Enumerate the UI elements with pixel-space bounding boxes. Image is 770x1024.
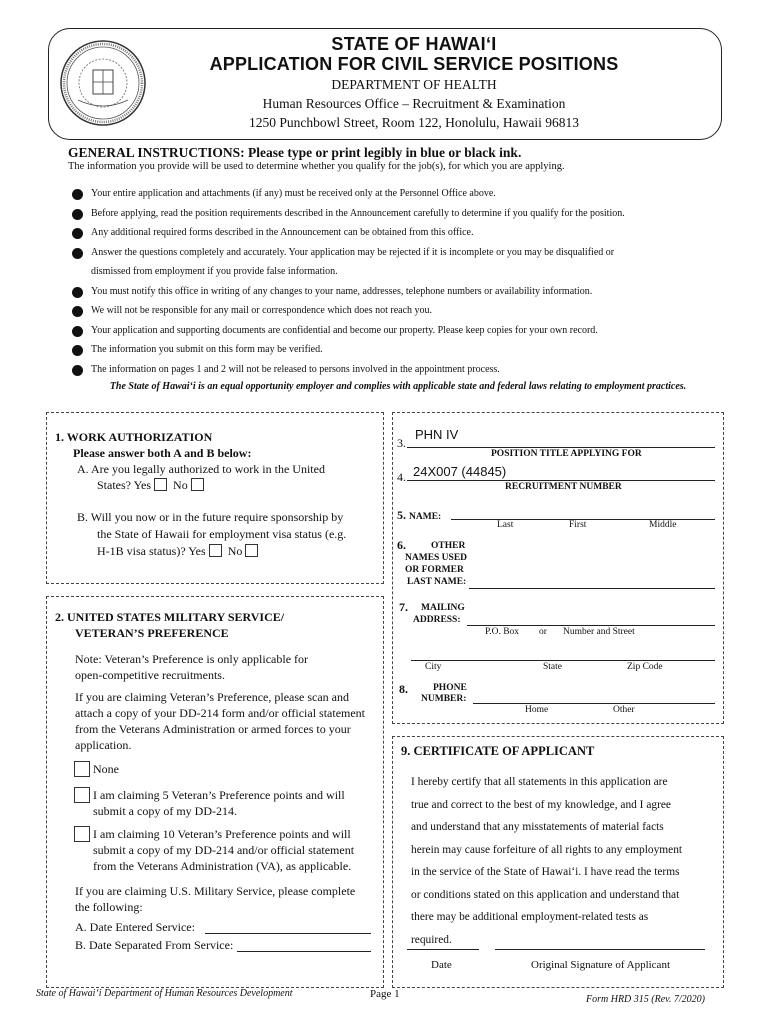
certificate-heading: 9. CERTIFICATE OF APPLICANT bbox=[401, 744, 595, 758]
phone-label: PHONE bbox=[433, 683, 467, 693]
name-first-caption: First bbox=[569, 520, 587, 530]
question-b-text: B. Will you now or in the future require sponsorship by bbox=[77, 510, 344, 524]
recruitment-number-caption: RECRUITMENT NUMBER bbox=[505, 482, 622, 492]
form-title: APPLICATION FOR CIVIL SERVICE POSITIONS bbox=[209, 54, 619, 74]
date-separated-field[interactable] bbox=[237, 951, 371, 952]
signature-caption: Original Signature of Applicant bbox=[531, 959, 670, 971]
field-4-number: 4. bbox=[397, 470, 406, 484]
list-item: You must notify this office in writing of any changes to your name, addresses, telephone numbers or availability information. bbox=[72, 282, 732, 302]
name-label: 5. NAME: bbox=[397, 508, 442, 522]
state-seal-icon bbox=[58, 38, 148, 128]
list-item: The information you submit on this form may be verified. bbox=[72, 340, 732, 360]
phone-home-caption: Home bbox=[525, 705, 549, 715]
pobox-caption: P.O. Box bbox=[485, 627, 520, 637]
city-caption: City bbox=[425, 662, 442, 672]
phone-field[interactable] bbox=[473, 703, 715, 704]
list-item: Your entire application and attachments (if any) must be received only at the Personnel Office above. bbox=[72, 184, 732, 204]
bullet-icon bbox=[72, 228, 83, 239]
military-note: Note: Veteran’s Preference is only applicable for bbox=[75, 652, 309, 666]
mailing-address-label: MAILING bbox=[421, 603, 465, 613]
bullet-icon bbox=[72, 248, 83, 259]
other-names-label-4: LAST NAME: bbox=[407, 577, 467, 587]
certificate-text: I hereby certify that all statements in this application are true and correct to the best of my knowledge, and I agree and understand that any misstatements of material facts herein may cause forfeiture of all rights to any employment in the service of the State of Hawaiʻi. I have read the terms or conditions stated on this application and understand that there may be additional employment-related tests as required. bbox=[411, 776, 683, 946]
service-instruction: If you are claiming U.S. Military Service, please complete bbox=[75, 884, 356, 898]
name-middle-caption: Middle bbox=[649, 520, 677, 530]
field-6-number: 6. bbox=[397, 538, 406, 552]
list-item: We will not be responsible for any mail or correspondence which does not reach you. bbox=[72, 301, 732, 321]
equal-opportunity-statement: The State of Hawaiʻi is an equal opportunity employer and complies with applicable state and federal laws relating to employment practices. bbox=[109, 381, 687, 392]
field-3-number: 3. bbox=[397, 436, 406, 450]
position-title-input[interactable]: PHN IV bbox=[415, 427, 459, 442]
phone-label-2: NUMBER: bbox=[421, 694, 467, 704]
bullet-icon bbox=[72, 345, 83, 356]
name-last-caption: Last bbox=[497, 520, 514, 530]
general-instructions-title: GENERAL INSTRUCTIONS: Please type or print legibly in blue or black ink. bbox=[68, 145, 522, 160]
sponsor-no-checkbox[interactable] bbox=[245, 544, 258, 557]
recruitment-number-input[interactable]: 24X007 (44845) bbox=[413, 464, 507, 479]
veteran-5pt-checkbox[interactable] bbox=[74, 787, 90, 803]
department-name: DEPARTMENT OF HEALTH bbox=[331, 77, 497, 92]
footer-department: State of Hawaiʻi Department of Human Resources Development bbox=[36, 988, 293, 999]
date-separated-label: B. Date Separated From Service: bbox=[75, 938, 234, 952]
office-address: 1250 Punchbowl Street, Room 122, Honolulu, Hawaii 96813 bbox=[249, 115, 579, 130]
work-auth-instruction: Please answer both A and B below: bbox=[73, 446, 252, 460]
applicant-info-section bbox=[392, 412, 724, 724]
or-caption: or bbox=[539, 627, 547, 637]
veteran-none-checkbox[interactable] bbox=[74, 761, 90, 777]
sponsor-yes-checkbox[interactable] bbox=[209, 544, 222, 557]
military-note-2: open-competitive recruitments. bbox=[75, 668, 225, 682]
bullet-icon bbox=[72, 365, 83, 376]
signature-field[interactable] bbox=[495, 949, 705, 950]
list-item: Any additional required forms described in the Announcement can be obtained from this office. bbox=[72, 223, 732, 243]
mailing-street-field[interactable] bbox=[467, 625, 715, 626]
certificate-section bbox=[392, 736, 724, 988]
claim-text-4: application. bbox=[75, 738, 132, 752]
list-item: The information on pages 1 and 2 will not be released to persons involved in the appointment process. bbox=[72, 360, 732, 380]
other-names-label-3: OR FORMER bbox=[405, 565, 464, 575]
bullet-icon bbox=[72, 209, 83, 220]
veteran-5pt-label: I am claiming 5 Veteran’s Preference points and will bbox=[93, 788, 345, 802]
work-authorization-section bbox=[46, 412, 384, 584]
military-heading: 2. UNITED STATES MILITARY SERVICE/ bbox=[55, 610, 285, 624]
veteran-10pt-label-3: from the Veterans Administration (VA), as applicable. bbox=[93, 859, 352, 873]
veteran-10pt-label-2: submit a copy of my DD-214 and/or official statement bbox=[93, 843, 355, 857]
list-item: Your application and supporting documents are confidential and become our property. Please keep copies for your own record. bbox=[72, 321, 732, 341]
veteran-10pt-label: I am claiming 10 Veteran’s Preference points and will bbox=[93, 827, 351, 841]
date-entered-field[interactable] bbox=[205, 933, 371, 934]
list-item: Before applying, read the position requirements described in the Announcement carefully to determine if you qualify for the position. bbox=[72, 204, 732, 224]
claim-text: If you are claiming Veteran’s Preference, please scan and bbox=[75, 690, 349, 704]
zip-caption: Zip Code bbox=[627, 662, 663, 672]
phone-other-caption: Other bbox=[613, 705, 635, 715]
question-b-text-2: the State of Hawaii for employment visa status (e.g. bbox=[97, 527, 347, 541]
auth-yes-checkbox[interactable] bbox=[154, 478, 167, 491]
veteran-none-label: None bbox=[93, 762, 119, 776]
form-number: Form HRD 315 (Rev. 7/2020) bbox=[586, 994, 705, 1005]
field-8-number: 8. bbox=[399, 682, 408, 696]
instructions-list bbox=[72, 184, 732, 379]
claim-text-3: from the Veterans Administration or armed forces to your bbox=[75, 722, 351, 736]
field-7-number: 7. bbox=[399, 600, 408, 614]
question-a-text: A. Are you legally authorized to work in the United bbox=[77, 462, 325, 476]
auth-no-checkbox[interactable] bbox=[191, 478, 204, 491]
position-title-line bbox=[407, 447, 715, 448]
military-service-section bbox=[46, 596, 384, 988]
bullet-icon bbox=[72, 287, 83, 298]
other-names-label: OTHER bbox=[431, 541, 466, 551]
recruitment-number-line bbox=[407, 480, 715, 481]
form-title-state: STATE OF HAWAIʻI bbox=[331, 34, 497, 54]
date-field[interactable] bbox=[407, 949, 479, 950]
veteran-10pt-checkbox[interactable] bbox=[74, 826, 90, 842]
veteran-5pt-label-2: submit a copy of my DD-214. bbox=[93, 804, 237, 818]
street-caption: Number and Street bbox=[563, 627, 635, 637]
question-a-answer: States? Yes No bbox=[97, 477, 207, 493]
list-item: Answer the questions completely and accurately. Your application may be rejected if it is incomplete or you may be disqualified or bbox=[72, 243, 732, 263]
office-name: Human Resources Office – Recruitment & Examination bbox=[262, 96, 566, 111]
state-caption: State bbox=[543, 662, 562, 672]
mailing-city-field[interactable] bbox=[411, 660, 715, 661]
date-caption: Date bbox=[431, 959, 452, 971]
military-heading-2: VETERAN’S PREFERENCE bbox=[75, 626, 229, 640]
page-number: Page 1 bbox=[370, 988, 400, 1000]
question-b-answer: H-1B visa status)? Yes No bbox=[97, 543, 261, 559]
general-instructions-subtitle: The information you provide will be used to determine whether you qualify for the job(s), for which you are applying. bbox=[68, 161, 565, 172]
other-names-label-2: NAMES USED bbox=[405, 553, 468, 563]
date-entered-label: A. Date Entered Service: bbox=[75, 920, 195, 934]
work-auth-heading: 1. WORK AUTHORIZATION bbox=[55, 430, 213, 444]
list-item-continuation: dismissed from employment if you provide false information. bbox=[91, 266, 338, 277]
bullet-icon bbox=[72, 189, 83, 200]
mailing-address-label-2: ADDRESS: bbox=[413, 615, 461, 625]
other-names-field[interactable] bbox=[469, 588, 715, 589]
claim-text-2: attach a copy of your DD-214 form and/or official statement bbox=[75, 706, 366, 720]
bullet-icon bbox=[72, 306, 83, 317]
position-title-caption: POSITION TITLE APPLYING FOR bbox=[491, 449, 642, 459]
service-instruction-2: the following: bbox=[75, 900, 143, 914]
bullet-icon bbox=[72, 326, 83, 337]
